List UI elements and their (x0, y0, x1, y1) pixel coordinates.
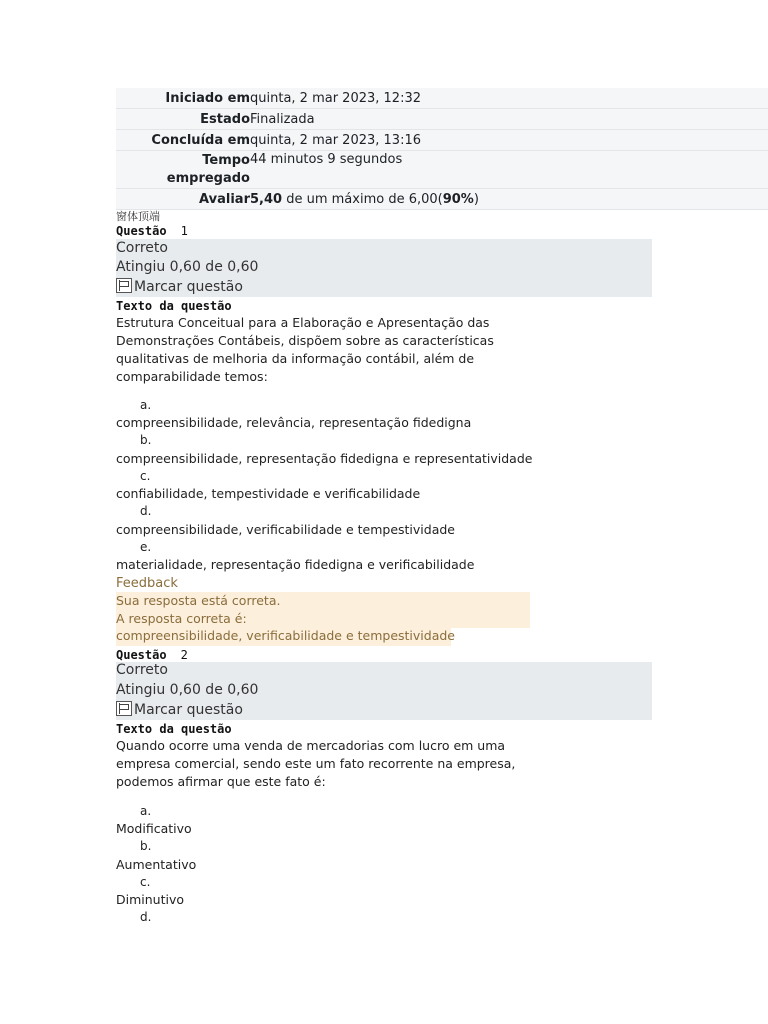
summary-label: Concluída em (151, 133, 250, 148)
summary-value: 44 minutos 9 segundos (250, 152, 403, 167)
option-text: Modificativo (116, 821, 192, 836)
summary-value: quinta, 2 mar 2023, 13:16 (250, 133, 421, 148)
option-letter: d. (140, 910, 152, 924)
flag-label: Marcar questão (134, 279, 243, 295)
question-heading-label: Questão (116, 224, 167, 238)
summary-label: Iniciado em (165, 91, 250, 106)
option-letter: b. (140, 839, 152, 853)
option-letter: b. (140, 433, 152, 447)
question-number: 2 (180, 648, 188, 662)
summary-row-state (116, 109, 768, 130)
option-letter: d. (140, 504, 152, 518)
question-score: Atingiu 0,60 de 0,60 (116, 259, 259, 275)
feedback-title: Feedback (116, 576, 178, 591)
flag-icon (116, 278, 132, 293)
flag-question-button[interactable] (116, 701, 243, 718)
feedback-answer-label: A resposta correta é: (116, 611, 247, 626)
question-heading (116, 224, 188, 238)
option-text: confiabilidade, tempestividade e verificabilidade (116, 486, 421, 501)
question-heading-label: Questão (116, 648, 167, 662)
option-letter: a. (140, 804, 152, 818)
question-text: Estrutura Conceitual para a Elaboração e Apresentação das Demonstrações Contábeis, dispõem sobre as características qualitativas de melhoria da informação contábil, além de comparabilidade temos: (116, 315, 494, 384)
summary-value (250, 192, 479, 207)
form-top-label: 窗体顶端 (116, 210, 160, 223)
option-text: materialidade, representação fidedigna e verificabilidade (116, 557, 475, 572)
flag-question-button[interactable] (116, 278, 243, 295)
feedback-box (116, 592, 530, 628)
option-text: compreensibilidade, representação fidedigna e representatividade (116, 451, 533, 466)
question-info (116, 662, 652, 720)
summary-label: Estado (200, 112, 250, 127)
question-number: 1 (180, 224, 188, 238)
question-info (116, 239, 652, 297)
summary-value: quinta, 2 mar 2023, 12:32 (250, 91, 421, 106)
question-status: Correto (116, 662, 168, 678)
question-heading (116, 648, 188, 662)
option-letter: e. (140, 540, 152, 554)
feedback-correct: Sua resposta está correta. (116, 593, 281, 608)
grade-rest: de um máximo de 6,00( (282, 192, 443, 207)
question-text-label: Texto da questão (116, 299, 232, 313)
summary-label: Tempo empregado (166, 153, 250, 186)
feedback-answer: compreensibilidade, verificabilidade e tempestividade (116, 628, 451, 646)
option-text: compreensibilidade, relevância, representação fidedigna (116, 415, 472, 430)
summary-row-grade (116, 189, 768, 210)
option-letter: c. (140, 469, 151, 483)
option-text: Diminutivo (116, 892, 185, 907)
grade-percent: 90% (442, 192, 474, 207)
summary-label: Avaliar (199, 192, 250, 207)
option-text: compreensibilidade, verificabilidade e tempestividade (116, 522, 455, 537)
option-text: Aumentativo (116, 857, 197, 872)
option-letter: a. (140, 398, 152, 412)
option-letter: c. (140, 875, 151, 889)
summary-row-finished (116, 130, 768, 151)
question-text: Quando ocorre uma venda de mercadorias com lucro em uma empresa comercial, sendo este um fato recorrente na empresa, podemos afirmar que este fato é: (116, 738, 516, 789)
flag-icon (116, 701, 132, 716)
question-status: Correto (116, 240, 168, 256)
summary-row-time (116, 151, 768, 189)
flag-label: Marcar questão (134, 702, 243, 718)
summary-value: Finalizada (250, 112, 315, 127)
summary-row-started (116, 88, 768, 109)
question-score: Atingiu 0,60 de 0,60 (116, 682, 259, 698)
question-text-label: Texto da questão (116, 722, 232, 736)
grade-close: ) (473, 192, 479, 207)
grade-value: 5,40 (250, 192, 283, 207)
